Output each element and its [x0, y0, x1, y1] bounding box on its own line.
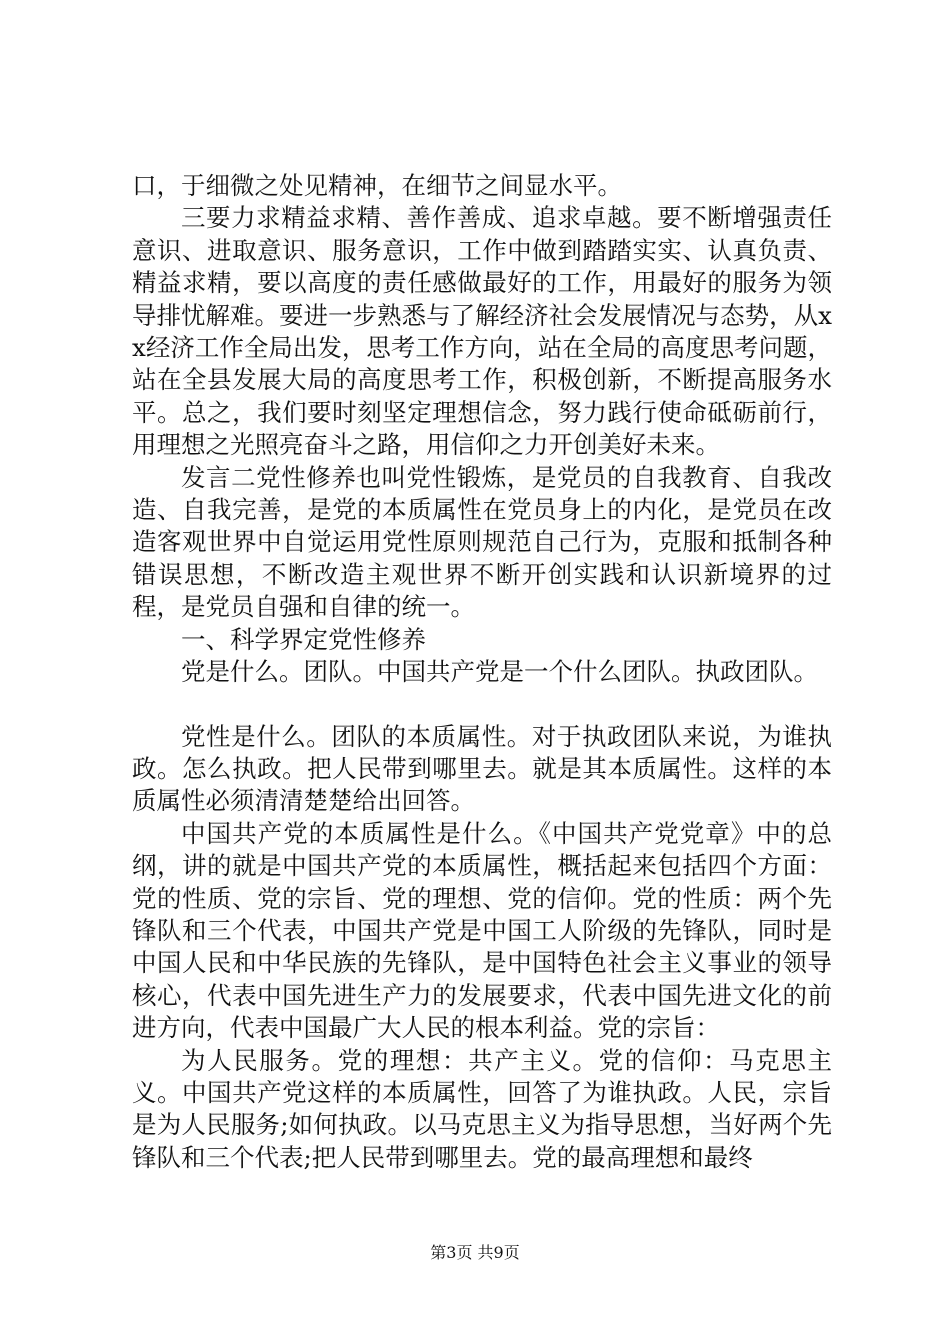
document-body [132, 170, 832, 1174]
paragraph-what-is-party-nature: 党性是什么。团队的本质属性。对于执政团队来说，为谁执政。怎么执政。把人民带到哪里去。就是其本质属性。这样的本质属性必须清清楚楚给出回答。 [132, 721, 832, 816]
paragraph-party-essential-attributes: 中国共产党的本质属性是什么。《中国共产党党章》中的总纲，讲的就是中国共产党的本质属性，概括起来包括四个方面：党的性质、党的宗旨、党的理想、党的信仰。党的性质：两个先锋队和三个代表，中国共产党是中国工人阶级的先锋队，同时是中国人民和中华民族的先锋队，是中国特色社会主义事业的领导核心，代表中国先进生产力的发展要求，代表中国先进文化的前进方向，代表中国最广大人民的根本利益。党的宗旨： [132, 818, 832, 1043]
paragraph-speech-two-intro: 发言二党性修养也叫党性锻炼，是党员的自我教育、自我改造、自我完善，是党的本质属性在党员身上的内化，是党员在改造客观世界中自觉运用党性原则规范自己行为，克服和抵制各种错误思想，不断改造主观世界不断开创实践和认识新境界的过程，是党员自强和自律的统一。 [132, 462, 832, 622]
section-heading: 一、科学界定党性修养 [181, 624, 426, 654]
paragraph-third-requirement: 三要力求精益求精、善作善成、追求卓越。要不断增强责任意识、进取意识、服务意识，工作中做到踏踏实实、认真负责、精益求精，要以高度的责任感做最好的工作，用最好的服务为领导排忧解难。要进一步熟悉与了解经济社会发展情况与态势，从xx经济工作全局出发，思考工作方向，站在全局的高度思考问题，站在全县发展大局的高度思考工作，积极创新，不断提高服务水平。总之，我们要时刻坚定理想信念，努力践行使命砥砺前行，用理想之光照亮奋斗之路，用信仰之力开创美好未来。 [132, 203, 832, 460]
paragraph-what-is-party: 党是什么。团队。中国共产党是一个什么团队。执政团队。 [181, 657, 818, 687]
paragraph-serve-the-people: 为人民服务。党的理想：共产主义。党的信仰：马克思主义。中国共产党这样的本质属性，回答了为谁执政。人民，宗旨是为人民服务;如何执政。以马克思主义为指导思想，当好两个先锋队和三个代表;把人民带到哪里去。党的最高理想和最终 [132, 1045, 832, 1172]
page-number-footer: 第3页 共9页 [430, 1243, 520, 1262]
paragraph-continuation: 口，于细微之处见精神，在细节之间显水平。 [132, 171, 622, 200]
